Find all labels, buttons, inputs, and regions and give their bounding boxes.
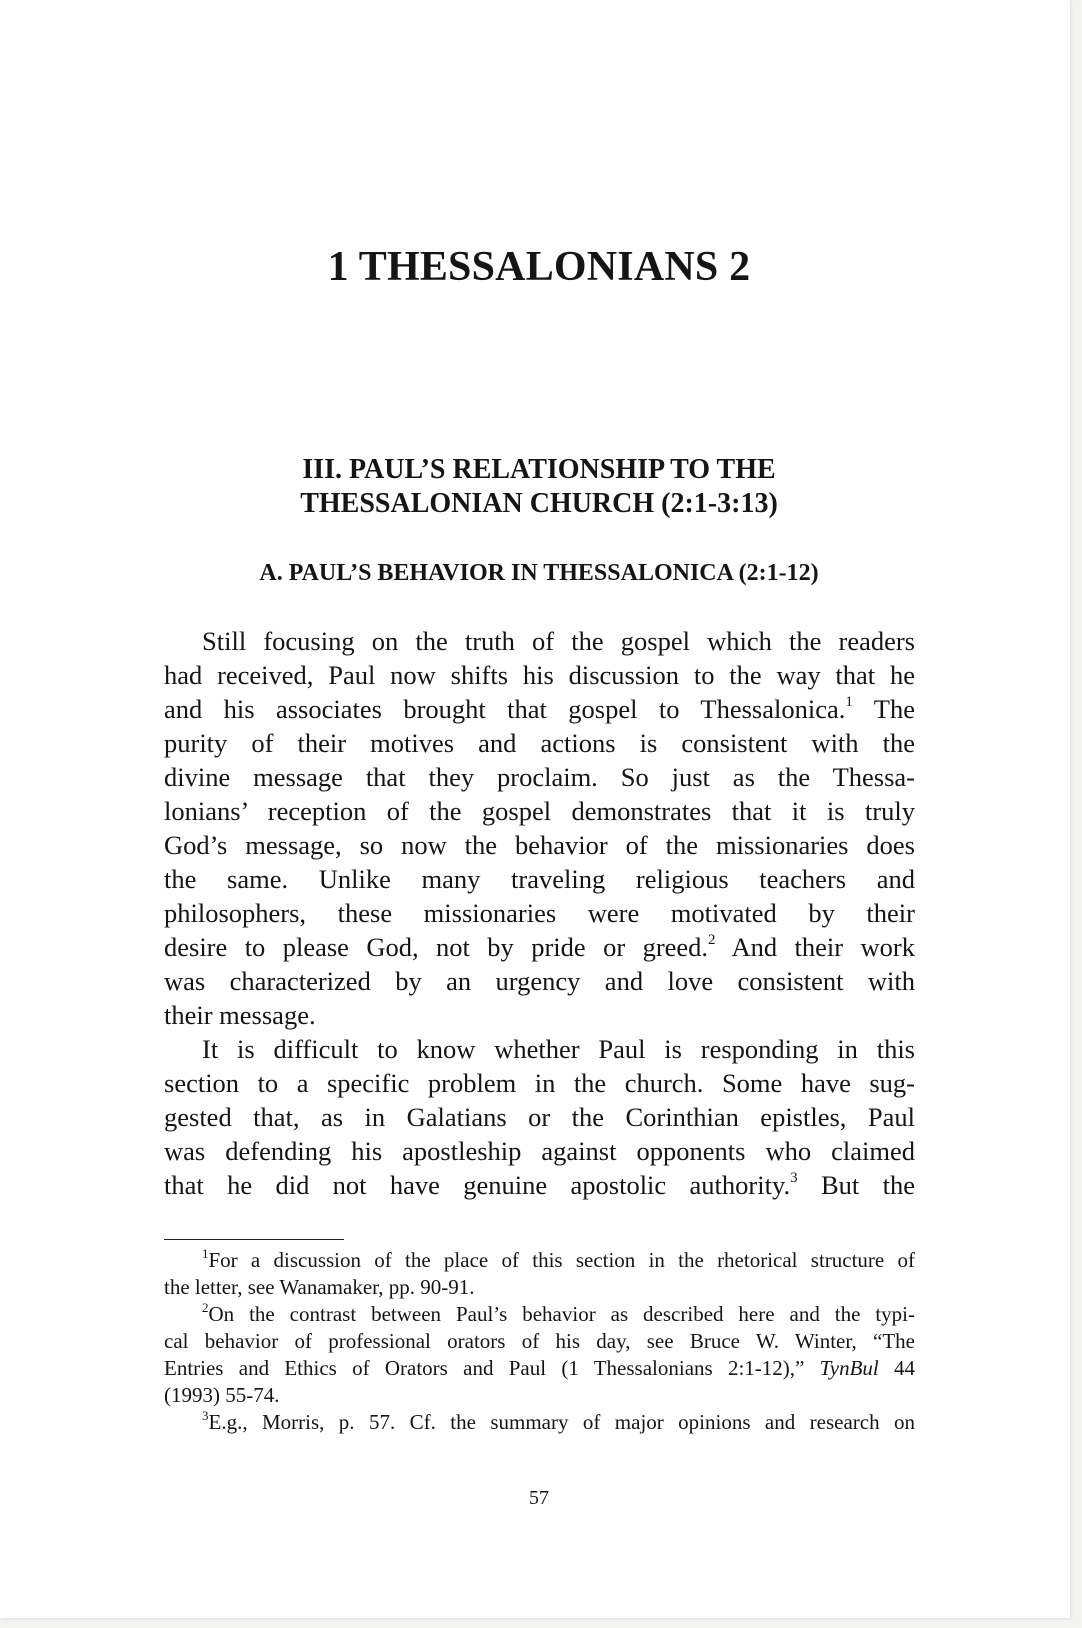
page-number: 57 [529, 1487, 549, 1509]
section-title [0, 453, 1078, 521]
text-line: the same. Unlike many traveling religious teachers and [164, 864, 915, 894]
footnotes [164, 1247, 915, 1436]
text-line [164, 1409, 915, 1436]
chapter-title: 1 THESSALONIANS 2 [327, 244, 751, 290]
text-line: purity of their motives and actions is consistent with the [164, 728, 915, 758]
text-line: God’s message, so now the behavior of the missionaries does [164, 830, 915, 860]
text-segment: But the [797, 1170, 915, 1200]
footnote-ref-2[interactable]: 2 [708, 932, 716, 948]
body-text [164, 624, 915, 1202]
text-segment: The [852, 694, 915, 724]
text-line: their message. [164, 1000, 316, 1030]
text-line: was characterized by an urgency and love consistent with [164, 966, 915, 996]
footnote-3 [164, 1409, 915, 1436]
text-line [164, 1168, 915, 1202]
text-line: had received, Paul now shifts his discussion to the way that he [164, 660, 915, 690]
text-line: (1993) 55-74. [164, 1383, 280, 1407]
text-segment: E.g., Morris, p. 57. Cf. the summary of major opinions and research on [208, 1410, 915, 1434]
text-line: was defending his apostleship against opponents who claimed [164, 1136, 915, 1166]
subsection-title: A. PAUL’S BEHAVIOR IN THESSALONICA (2:1-12) [259, 560, 819, 586]
text-line [164, 1355, 915, 1382]
footnote-1 [164, 1247, 915, 1301]
section-title-line-1: III. PAUL’S RELATIONSHIP TO THE [302, 454, 776, 485]
text-line [164, 692, 915, 726]
text-segment: 44 [878, 1356, 916, 1380]
text-segment: On the contrast between Paul’s behavior as described here and the typi- [208, 1302, 915, 1326]
text-line: It is difficult to know whether Paul is responding in this [202, 1034, 915, 1064]
text-segment: and his associates brought that gospel to Thessalonica. [164, 694, 846, 724]
text-line: lonians’ reception of the gospel demonstrates that it is truly [164, 796, 915, 826]
text-line: gested that, as in Galatians or the Corinthian epistles, Paul [164, 1102, 915, 1132]
text-line: cal behavior of professional orators of his day, see Bruce W. Winter, “The [164, 1329, 915, 1353]
text-line: the letter, see Wanamaker, pp. 90-91. [164, 1275, 475, 1299]
paragraph-1 [164, 624, 915, 1032]
text-segment: desire to please God, not by pride or greed. [164, 932, 709, 962]
text-segment: For a discussion of the place of this section in the rhetorical structure of [208, 1248, 915, 1272]
footnote-divider [164, 1239, 344, 1240]
text-segment: that he did not have genuine apostolic authority. [164, 1170, 791, 1200]
text-line: Still focusing on the truth of the gospel which the readers [202, 626, 915, 656]
text-line: divine message that they proclaim. So just as the Thessa- [164, 762, 915, 792]
footnote-ref-3[interactable]: 3 [790, 1170, 798, 1186]
paragraph-2 [164, 1032, 915, 1202]
footnote-marker: 1 [202, 1246, 209, 1261]
text-line [164, 1301, 915, 1328]
footnote-marker: 2 [202, 1300, 209, 1315]
text-segment: And their work [715, 932, 915, 962]
text-line: section to a specific problem in the church. Some have sug- [164, 1068, 915, 1098]
section-title-line-2: THESSALONIAN CHURCH (2:1-3:13) [300, 488, 778, 519]
footnote-ref-1[interactable]: 1 [845, 694, 853, 710]
text-segment: Entries and Ethics of Orators and Paul (1 Thessalonians 2:1-12),” [164, 1356, 820, 1380]
footnote-2 [164, 1301, 915, 1409]
text-line [164, 930, 915, 964]
footnote-marker: 3 [202, 1408, 209, 1423]
text-line [164, 1247, 915, 1274]
journal-abbrev: TynBul [819, 1356, 879, 1380]
text-line: philosophers, these missionaries were motivated by their [164, 898, 915, 928]
